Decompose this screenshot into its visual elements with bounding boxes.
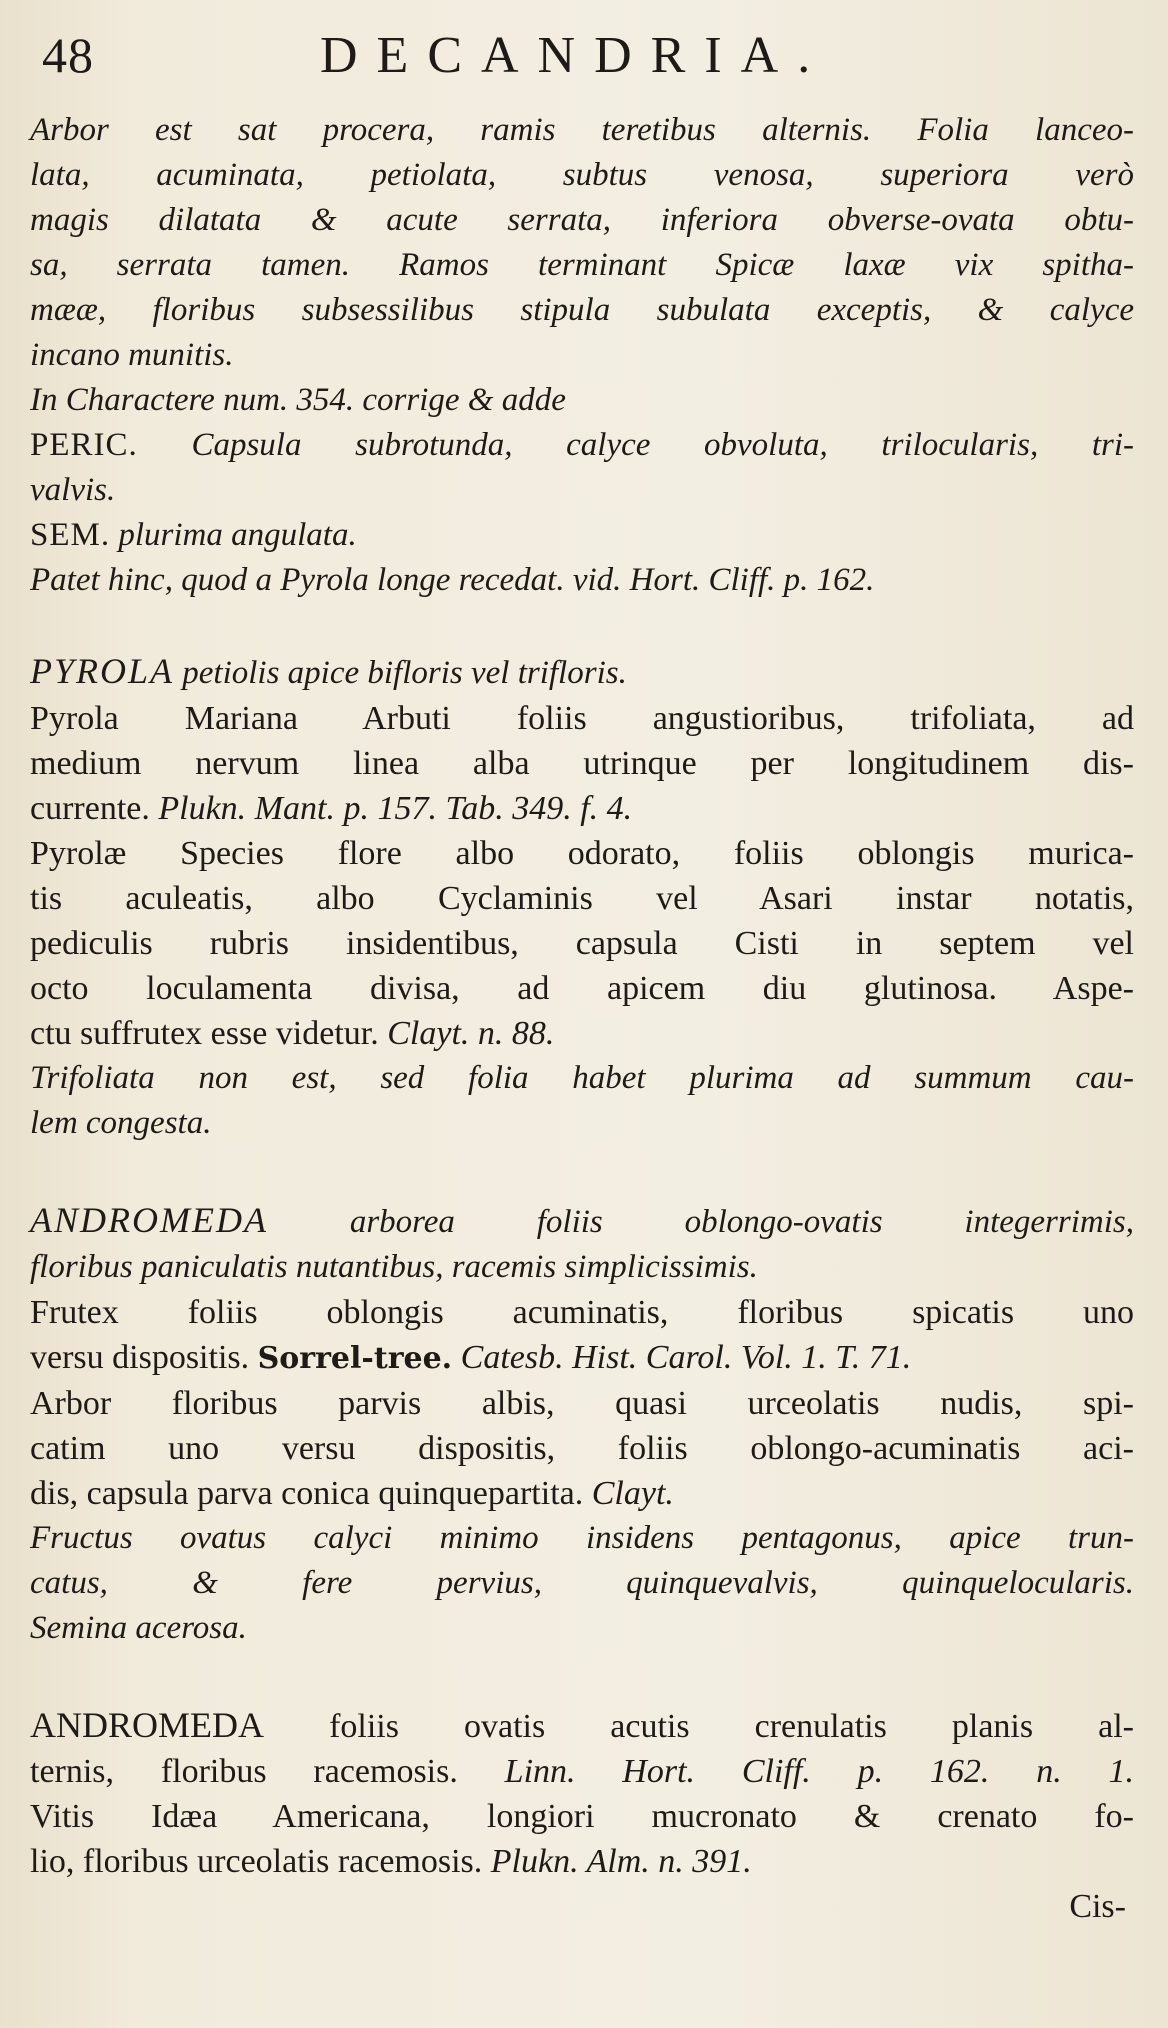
note-line: catus, & fere pervius, quinquevalvis, quinquelocularis.: [30, 1565, 1134, 1601]
patet-line: Patet hinc, quod a Pyrola longe recedat. vid. Hort. Cliff. p. 162.: [30, 562, 875, 598]
synonym-line: pediculis rubris insidentibus, capsula Cisti in septem vel: [30, 925, 1134, 962]
diagnosis-line: floribus paniculatis nutantibus, racemis simplicissimis.: [30, 1249, 758, 1285]
synonym-line: catim uno versu dispositis, foliis oblongo-acuminatis aci-: [30, 1430, 1134, 1467]
genus-name: ANDROMEDA: [30, 1705, 264, 1745]
synonym-line: Pyrola Mariana Arbuti foliis angustioribus, trifoliata, ad: [30, 700, 1134, 737]
note-line: incano munitis.: [30, 337, 234, 373]
peric-label: PERIC.: [30, 427, 138, 463]
note-line: sa, serrata tamen. Ramos terminant Spicæ laxæ vix spitha-: [30, 247, 1134, 283]
reference: Plukn. Mant. p. 157. Tab. 349. f. 4.: [158, 790, 633, 827]
reference: Linn. Hort. Cliff. p. 162. n. 1.: [504, 1753, 1134, 1790]
catchword: Cis-: [1069, 1888, 1126, 1925]
synonym-line: Pyrolæ Species flore albo odorato, foliis oblongis murica-: [30, 835, 1134, 872]
reference: Clayt.: [591, 1475, 674, 1512]
species-diagnosis: [30, 649, 1134, 696]
synonym-line: Arbor floribus parvis albis, quasi urceolatis nudis, spi-: [30, 1385, 1134, 1422]
page-header: [30, 20, 1134, 108]
sem-text: plurima angulata.: [118, 517, 357, 553]
sem-line: [30, 513, 1134, 558]
species-diagnosis: [30, 1198, 1134, 1245]
peric-line-2: valvis.: [30, 472, 116, 508]
diagnosis-text: petiolis apice bifloris vel trifloris.: [182, 655, 627, 691]
synonym-line: Frutex foliis oblongis acuminatis, floribus spicatis uno: [30, 1294, 1134, 1331]
note-line: mææ, floribus subsessilibus stipula subulata exceptis, & calyce: [30, 292, 1134, 328]
synonym-line: [30, 786, 1134, 831]
synonym-line: [30, 1471, 1134, 1516]
synonym-text: versu dispositis.: [30, 1339, 250, 1376]
diagnosis-line: [30, 1749, 1134, 1794]
note-line: Trifoliata non est, sed folia habet plurima ad summum cau-: [30, 1060, 1134, 1096]
genus-name: PYROLA: [30, 651, 175, 691]
synonym-line: octo loculamenta divisa, ad apicem diu glutinosa. Aspe-: [30, 970, 1134, 1007]
synonym-line: [30, 1011, 1134, 1056]
note-line: lem congesta.: [30, 1105, 212, 1141]
note-line: Semina acerosa.: [30, 1610, 247, 1646]
entry-andromeda-arborea: [30, 1198, 1134, 1651]
synonym-text: dis, capsula parva conica quinquepartita.: [30, 1475, 584, 1512]
synonym-line: medium nervum linea alba utrinque per longitudinem dis-: [30, 745, 1134, 782]
page-number: 48: [42, 27, 94, 83]
entry-pyrola: [30, 649, 1134, 1146]
note-line: Arbor est sat procera, ramis teretibus alternis. Folia lanceo-: [30, 112, 1134, 148]
diagnosis-text: arborea foliis oblongo-ovatis integerrimis,: [349, 1204, 1135, 1240]
running-title: DECANDRIA.: [320, 27, 830, 84]
common-name: Sorrel-tree.: [257, 1341, 453, 1376]
page-body: [30, 108, 1134, 1929]
sem-label: SEM.: [30, 517, 111, 553]
reference: Catesb. Hist. Carol. Vol. 1. T. 71.: [460, 1339, 912, 1376]
synonym-line: [30, 1839, 1134, 1884]
species-diagnosis: [30, 1703, 1134, 1749]
entry-andromeda-ovatis: [30, 1703, 1134, 1884]
note-block: [30, 108, 1134, 603]
character-line: In Charactere num. 354. corrige & adde: [30, 382, 566, 418]
synonym-text: currente.: [30, 790, 150, 827]
peric-line: [30, 423, 1134, 468]
reference: Plukn. Alm. n. 391.: [490, 1843, 752, 1880]
genus-name: ANDROMEDA: [30, 1200, 268, 1240]
note-line: magis dilatata & acute serrata, inferiora obverse-ovata obtu-: [30, 202, 1134, 238]
synonym-line: Vitis Idæa Americana, longiori mucronato & crenato fo-: [30, 1798, 1134, 1835]
synonym-text: ctu suffrutex esse videtur.: [30, 1015, 379, 1052]
note-line: Fructus ovatus calyci minimo insidens pentagonus, apice trun-: [30, 1520, 1134, 1556]
diagnosis-text: foliis ovatis acutis crenulatis planis al-: [329, 1708, 1135, 1745]
peric-text: Capsula subrotunda, calyce obvoluta, trilocularis, tri-: [191, 427, 1135, 463]
diagnosis-text: ternis, floribus racemosis.: [30, 1753, 458, 1790]
reference: Clayt. n. 88.: [387, 1015, 555, 1052]
synonym-line: tis aculeatis, albo Cyclaminis vel Asari instar notatis,: [30, 880, 1134, 917]
note-line: lata, acuminata, petiolata, subtus venosa, superiora verò: [30, 157, 1134, 193]
synonym-text: lio, floribus urceolatis racemosis.: [30, 1843, 483, 1880]
synonym-line: [30, 1335, 1134, 1381]
